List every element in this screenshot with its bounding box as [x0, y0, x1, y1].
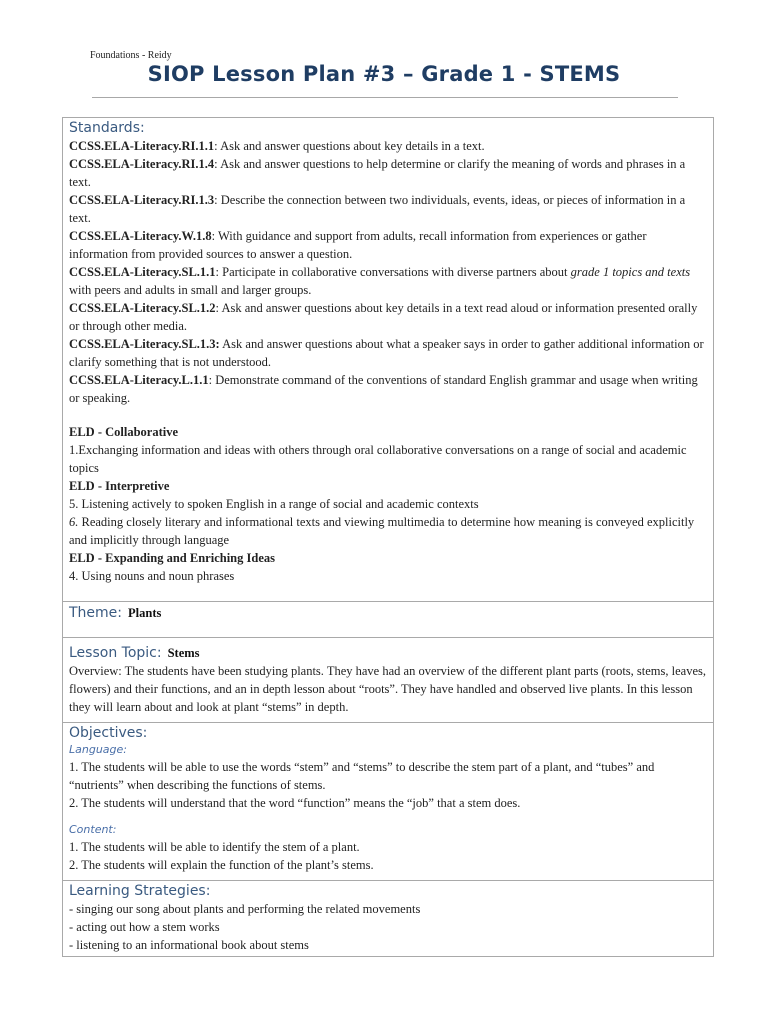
objectives-language-label: Language:: [69, 743, 127, 756]
standard-code: CCSS.ELA-Literacy.SL.1.1: [69, 265, 216, 279]
spacer: [69, 407, 707, 423]
theme-section: [63, 602, 713, 638]
standard-code: CCSS.ELA-Literacy.RI.1.3: [69, 193, 215, 207]
standard-code: CCSS.ELA-Literacy.SL.1.3:: [69, 337, 220, 351]
strategy-item: - acting out how a stem works: [69, 920, 220, 934]
eld-item-number: 6.: [69, 515, 79, 529]
standard-code: CCSS.ELA-Literacy.W.1.8: [69, 229, 212, 243]
standard-code: CCSS.ELA-Literacy.RI.1.1: [69, 139, 215, 153]
theme-heading: Theme:: [69, 605, 123, 621]
eld-expanding-heading: ELD - Expanding and Enriching Ideas: [69, 551, 275, 565]
standard-code: CCSS.ELA-Literacy.L.1.1: [69, 373, 209, 387]
lesson-topic-heading: Lesson Topic:: [69, 645, 162, 661]
theme-value: Plants: [128, 606, 162, 620]
title-divider: [92, 97, 678, 98]
eld-collaborative-heading: ELD - Collaborative: [69, 425, 179, 439]
standard-text-after: with peers and adults in small and larger groups.: [69, 283, 312, 297]
eld-interpretive-item: 5. Listening actively to spoken English in a range of social and academic contexts: [69, 497, 479, 511]
standard-item: [69, 371, 707, 407]
standard-text: : With guidance and support from adults, recall information from experiences or gather information from provided sources to answer a question.: [69, 229, 647, 261]
learning-strategies-heading: Learning Strategies:: [69, 883, 211, 899]
standard-code: CCSS.ELA-Literacy.SL.1.2: [69, 301, 216, 315]
language-objective: 1. The students will be able to use the words “stem” and “stems” to describe the stem part of a plant, and “tubes” and “nutrients” when describing the functions of stems.: [69, 760, 655, 792]
content-objective: 1. The students will be able to identify the stem of a plant.: [69, 840, 360, 854]
standard-item: [69, 227, 707, 263]
learning-strategies-section: [63, 881, 713, 956]
standard-text: : Ask and answer questions about key details in a text.: [214, 139, 485, 153]
standard-text: : Describe the connection between two individuals, events, ideas, or pieces of information in a text.: [69, 193, 686, 225]
lesson-topic-value: Stems: [167, 646, 200, 660]
page-title: SIOP Lesson Plan #3 – Grade 1 - STEMS: [147, 62, 621, 86]
standard-code: CCSS.ELA-Literacy.RI.1.4: [69, 157, 215, 171]
standard-text: : Ask and answer questions to help determine or clarify the meaning of words and phrases in a text.: [69, 157, 686, 189]
standard-text: Ask and answer questions about what a speaker says in order to gather additional information or clarify something that is not understood.: [69, 337, 704, 369]
standard-item: [69, 155, 707, 191]
standard-item: [69, 191, 707, 227]
standard-text: : Participate in collaborative conversations with diverse partners about: [215, 265, 571, 279]
strategy-item: - singing our song about plants and performing the related movements: [69, 902, 421, 916]
standard-item: [69, 299, 707, 335]
spacer: [69, 812, 707, 822]
content-objective: 2. The students will explain the function of the plant’s stems.: [69, 858, 374, 872]
lesson-topic-section: [63, 638, 713, 723]
standards-section: [63, 118, 713, 602]
strategy-item: - listening to an informational book about stems: [69, 938, 309, 952]
standards-heading: Standards:: [69, 120, 145, 136]
course-label: Foundations - Reidy: [90, 50, 172, 61]
standard-text: : Demonstrate command of the conventions of standard English grammar and usage when writing or speaking.: [69, 373, 698, 405]
eld-expanding-item: 4. Using nouns and noun phrases: [69, 569, 235, 583]
eld-interpretive-item: [69, 513, 707, 549]
eld-interpretive-heading: ELD - Interpretive: [69, 479, 170, 493]
standard-italic-text: grade 1 topics and texts: [570, 265, 691, 279]
lesson-plan-table: [62, 117, 714, 957]
lesson-overview: Overview: The students have been studying plants. They have had an overview of the different plant parts (roots, stems, leaves, flowers) and their functions, and an in depth lesson about “roots”. They have handled and observed live plants. In this lesson they will learn about and look at plant “stems” in depth.: [69, 664, 706, 714]
eld-collaborative-item: 1.Exchanging information and ideas with others through oral collaborative conversations on a range of social and academic topics: [69, 443, 687, 475]
objectives-section: [63, 723, 713, 881]
standard-item: [69, 137, 707, 155]
objectives-content-label: Content:: [69, 823, 117, 836]
standard-item: [69, 335, 707, 371]
objectives-heading: Objectives:: [69, 725, 148, 741]
eld-item-text: Reading closely literary and informational texts and viewing multimedia to determine how meaning is conveyed explicitly and implicitly through language: [69, 515, 695, 547]
standard-text: : Ask and answer questions about key details in a text read aloud or information presented orally or through other media.: [69, 301, 698, 333]
standard-item: [69, 263, 707, 299]
language-objective: 2. The students will understand that the word “function” means the “job” that a stem does.: [69, 796, 521, 810]
